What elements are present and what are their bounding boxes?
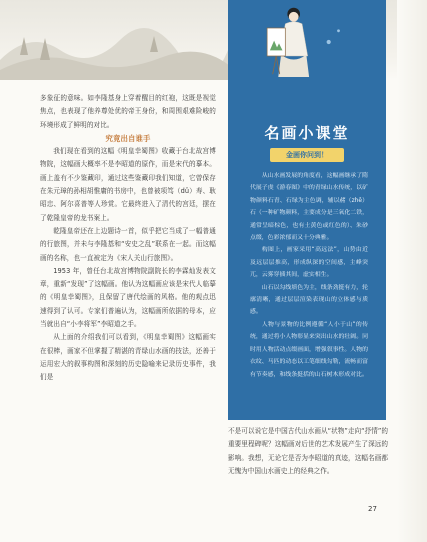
paragraph: 1953 年，曾任台北故宫博物院副院长的李霖灿发表文章，重新“发现”了这幅画。他认为这幅画应该是宋代人临摹的《明皇幸蜀图》，且保留了唐代绘画的风格。他的观点迅速得到了认可。专家们普遍认为，这幅画所依据的母本，应当就出自“小李将军”李昭道之手。 <box>40 266 216 329</box>
panel-paragraph: 人物与景物的比例遵循“人小于山”的传统，通过将小人物彰显来突出山水的壮阔。同时用人物活动点缀画面，增强叙事性。人物的衣纹、马匹的动态以工笔细线勾勒，流畅而富有节奏感，和线条挺括的山石树木形成对比。 <box>250 321 368 378</box>
paragraph: 多象征的意味。如李隆基身上穿着醒目的红袍，这既是视觉焦点，也表现了他养尊处优的帝王身份，和周围艰难险峻的环境形成了鲜明的对比。 <box>40 94 216 129</box>
panel-title: 名画小课堂 <box>264 124 350 142</box>
panel-paragraph: 从山水画发展的角度看，这幅画继承了隋代展子虔《游春图》中的青绿山水传统，以矿物颜料石青、石绿为主色调，辅以赭（zhě）石（一种矿物颜料，主要成分是三氧化二铁，通常呈暗棕色，也有土黄色或红色的）、朱砂点缀，色彩浓郁而又十分典雅。 <box>250 173 368 242</box>
paragraph: 不是可以说它是中国古代山水画从“状物”走向“抒情”的重要里程碑呢？这幅画对后世的艺术发展产生了深远的影响。我想，无论它是否为李昭道的真迹，这幅名画都无愧为中国山水画史上的经典之作。 <box>228 427 388 475</box>
lesson-panel <box>228 0 386 420</box>
section-heading: 究竟出自谁手 <box>105 133 151 143</box>
page-number: 27 <box>368 505 377 513</box>
panel-tag-badge: 金画你问到！ <box>270 148 344 162</box>
paragraph: 我们现在看到的这幅《明皇幸蜀图》收藏于台北故宫博物院，这幅画大概率不是李昭道的原作，而是宋代的摹本。画上盖有不少鉴藏印，通过这些鉴藏印我们知道，它曾保存在朱元璋的孙相胡惟庸的书房中，也曾被项笃（dǔ）寿、耿昭忠、阿尔喜普等人珍赏。它最终进入了清代的宫廷，摆在了乾隆皇帝的龙书案上。 <box>40 147 216 222</box>
panel-paragraph: 构图上，画家采用“高远法”，山势由近及远层层推高，形成纵深的空间感，主峰突兀，云雾穿插其间，虚实相生。 <box>250 247 368 279</box>
left-column <box>40 92 216 385</box>
panel-body <box>250 170 368 381</box>
paragraph: 乾隆皇帝还在上边题诗一首，似乎把它当成了一幅普通的行旅图，并未与李隆基和“安史之乱”联系在一起。而这幅画的名称，也一直被定为《宋人关山行旅图》。 <box>40 226 216 262</box>
page-edge-shade <box>397 0 427 542</box>
painter-illustration <box>228 0 386 84</box>
paragraph: 从上面的介绍我们可以看到，《明皇幸蜀图》这幅画实在很棒，画家不但掌握了精湛的青绿山水画的技法，还善于运用宏大的叙事构图和深刻的历史隐喻来记录历史事件，我们是 <box>40 333 216 382</box>
right-column-text <box>228 425 388 478</box>
panel-paragraph: 山石以勾线填色为主，线条劲挺有力，轮廓清晰，通过层层渲染表现山的立体感与质感。 <box>250 284 368 316</box>
